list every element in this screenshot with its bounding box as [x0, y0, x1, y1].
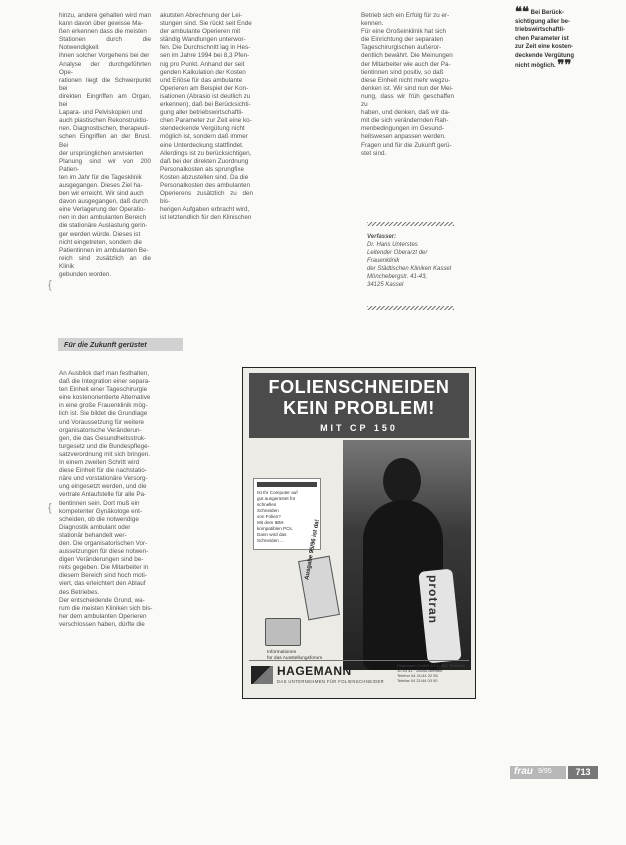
magazine-name: frau [514, 766, 533, 777]
cutter-device-icon [265, 618, 301, 646]
article-column-3: Betrieb sich ein Erfolg für zu er- kennen. Für eine Großeinklinik hat sich die Einrichtung der separaten Tageschirurgischen außeror- dentlich bewährt. Die Meinungen der Mitarbeiter wie auch der Pa- tientinnen sind positiv, so daß diese Einheit nicht mehr wegzu- denken ist. Wir sind nun der Mei- nung, dass wir früh geschaffen zu haben, und denken, daß wir da- mit die sich verändernden Rah- menbedingungen im Gesund- heitswesen anpassen werden. Fragen und für die Zukunft gerü- stet sind. [361, 12, 454, 157]
page-number: 713 [568, 766, 598, 779]
quote-open-icon: ❝❝ [515, 4, 529, 19]
margin-brace-mark: { [48, 502, 52, 514]
hagemann-logo-icon [251, 666, 273, 684]
ad-headline-2: KEIN PROBLEM! [283, 398, 435, 418]
ad-promo-text: Ausgabe 95/96 ist da! [304, 518, 321, 581]
divider-top [367, 222, 454, 226]
margin-brace-mark: { [48, 279, 52, 291]
author-text: Dr. Hans Unterstes Leitender Oberarzt der Frauenklinik der Städtischen Kliniken Kassel Mönchebergstr. 41-43, 34125 Kassel [367, 242, 452, 288]
figure-head-icon [383, 458, 421, 504]
article-column-4: An Ausblick darf man festhalten, daß die Integration einer separa- ten Einheit einer Tageschirurgie eine kostenorientierte Alternative in eine große Frauenklinik mög- lich ist. Sie bildet die Grundlage und Voraussetzung für weitere organisatorische Veränderun- gen, die das Gesundheitsstruk- turgesetz und die Bundespflege- satzverordnung mit sich bringen. In einem zweiten Schritt wird diese Einheit für die nachstatio- näre und vorstationäre Versorg- ung eingesetzt werden, und die vertrale Anlaufstelle für alle Pa- tientinnen sein. Dort muß ein kompetenter Gynäkologe ent- scheiden, ob die notwendige Diagnostik ambulant oder stationär behandelt wer- den. Die organisatorischen Vor- aussetzungen für diese notwen- digen Veränderungen sind be- reits gegeben. Die Mitarbeiter in diesem Bereich sind hoch moti- viert, das erleichtert den Ablauf des Betriebes. Der entscheidende Grund, wa- rum die meisten Kliniken sich bis- her dem ambulanten Operieren verschlossen haben, dürfte die [59, 370, 153, 628]
ad-photo [343, 440, 471, 670]
ad-company-sub: DAS UNTERNEHMEN FÜR FOLIENSCHNEIDER [277, 679, 385, 684]
ad-headline-1: FOLIENSCHNEIDEN [268, 377, 450, 397]
pull-quote-text: Bei Berück- sichtigung aller be- triebswirtschaftli- chen Parameter ist zur Zeit eine kosten- deckende Vergütung nicht möglich. [515, 10, 575, 69]
magazine-issue: 9/95 [538, 768, 552, 775]
divider-bottom [367, 306, 454, 310]
article-column-2: akutsten Abrechnung der Lei- stungen sind. Sie rückt seit Ende der ambulante Operieren mit ständig Wandlungen unterwor- fen. Die Durchschnitt lag in Hes- sen im Jahre 1994 bei 8,3 Pfen- nig pro Punkt. Anhand der seit genden Kalkulation der Kosten und Erlöse für das ambulante Operieren am Beispiel der Kon- isationen (Abrasio ist deutlich zu erkennen), daß bei Berücksichti- gung aller betriebswirtschaftli- chen Parameter zur Zeit eine ko- stendeckende Vergütung nicht möglich ist, sondern daß immer eine Unterdeckung stattfindet. Allerdings ist zu berücksichtigen, daß bei der direkten Zuordnung Personalkosten als sprungfixe Kosten abzustellen sind. Da die Personalkosten des ambulanten Operierens zusätzlich zu den bis- herigen Aufgaben erbracht wird, ist letztendlich für den Klinischen [160, 12, 253, 222]
section-title: Für die Zukunft gerüstet [64, 340, 147, 349]
article-column-1: hinzu, andere gehalten wird man kann davon über gewisse Ma- ßen erkennen dass die meisten Stationen durch die Notwendigkeit ihnen solcher Vorgehens bei der Analyse der durchgeführten Ope- rationen liegt die Schwerpunkt bei direkten Eingriffen am Organ, bei Lapara- und Pelviskopien und auch plastischen Rekonstruktio- nen. Diagnostischen, therapeuti- schen Eingriffen an der Brust. Bei der ursprünglichen anvisierten Planung sind wir von 200 Patien- ten im Jahr für die Tagesklinik ausgegangen. Dieses Ziel ha- ben wir erreicht. Wir sind auch davon ausgegangen, daß durch eine Verlagerung der Operatio- nen in den ambulanten Bereich die stationäre Auslastung gerin- ger werden würde. Dieses ist nicht eingetreten, sondern die Patientinnen im ambulanten Be- reich sind zusätzlich an die Klinik gebunden worden. [59, 12, 151, 278]
ad-company: HAGEMANN [277, 664, 352, 678]
ad-footer [249, 660, 469, 693]
ad-promo-flyer [298, 518, 340, 621]
ad-address: Hagemann GmbH & Co. KG, Postfach 10 44 51 · 28044 Bremen Telefon 04 21/44 22 55 Telefax 04 21/44 03 00 [397, 663, 466, 683]
magazine-badge [510, 766, 566, 779]
author-box [367, 233, 457, 289]
ad-info-text: Ist Ihr Computer auf gut ausgerüstet für schnelles Schneiden von Folien? Mit dem IBM- kompatiblen PCs. Dann wird das Schneiden ... [257, 490, 298, 543]
section-heading-bar [58, 338, 183, 351]
advertisement [242, 367, 476, 699]
quote-close-icon: ❞❞ [557, 56, 572, 72]
pull-quote [515, 4, 600, 72]
author-label: Verfasser: [367, 234, 397, 240]
ad-brand: protran [426, 575, 440, 624]
ad-leaflet-text: Informationen für das Ausstellungsforum [267, 650, 323, 661]
panel-header-bar [257, 482, 317, 487]
ad-headline-3: MIT CP 150 [320, 423, 398, 433]
ad-headline-block [249, 373, 469, 438]
